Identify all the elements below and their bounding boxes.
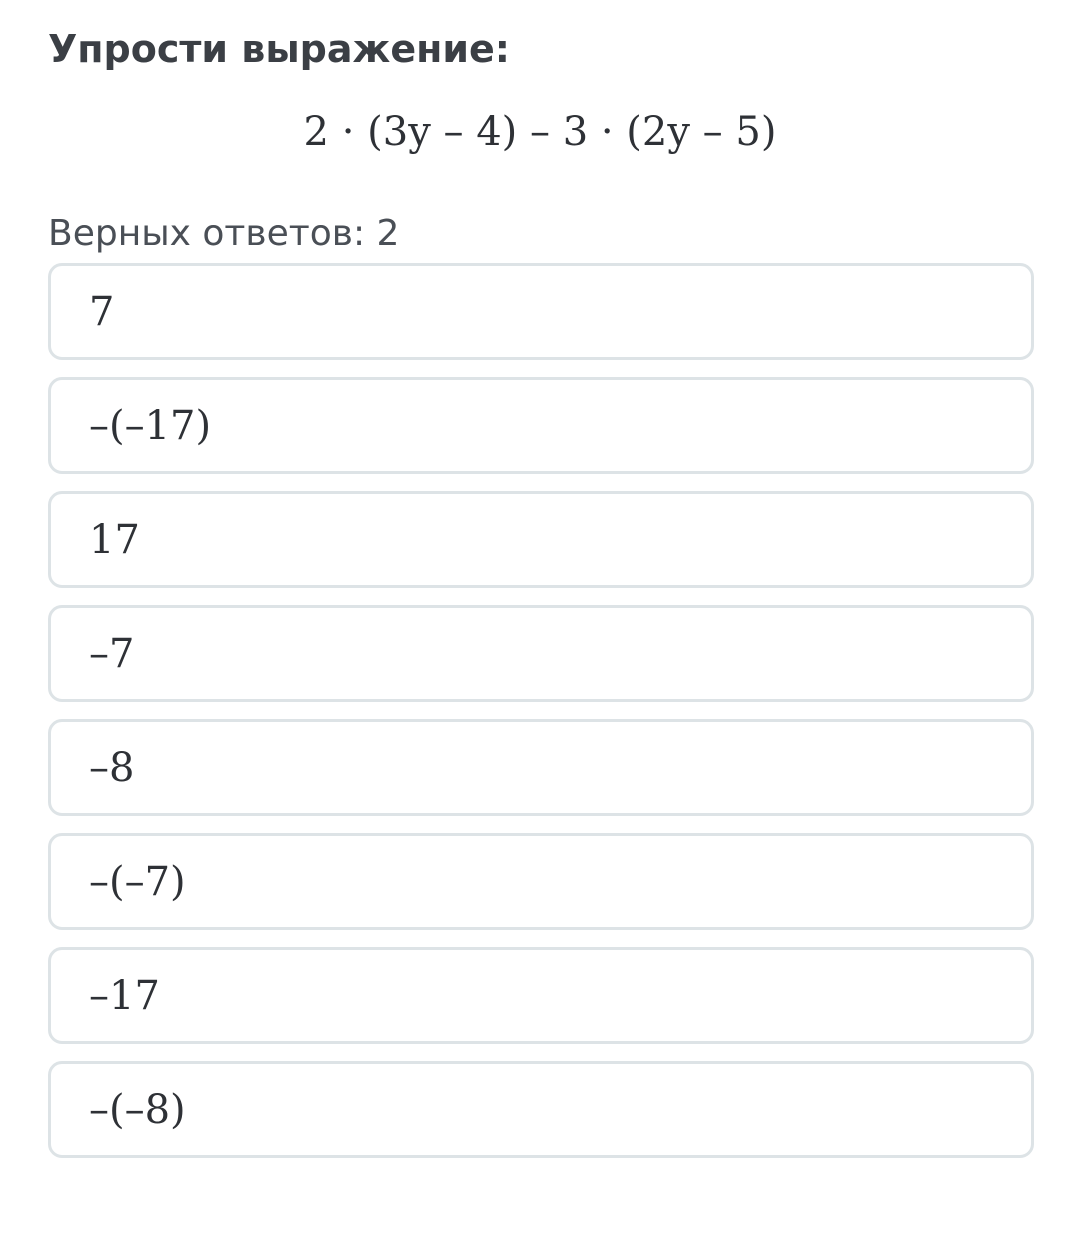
question-title: Упрости выражение: [48, 27, 510, 71]
answer-option-4[interactable] [48, 605, 1034, 702]
math-expression: 2 · (3y – 4) – 3 · (2y – 5) [303, 109, 777, 155]
answer-option-label: –7 [89, 630, 135, 677]
answer-option-5[interactable] [48, 719, 1034, 816]
answer-option-8[interactable] [48, 1061, 1034, 1158]
answer-option-label: –8 [89, 744, 135, 791]
answer-option-7[interactable] [48, 947, 1034, 1044]
answer-option-label: 17 [89, 516, 140, 563]
answer-option-label: –17 [89, 972, 160, 1019]
answer-option-label: –(–7) [89, 858, 186, 905]
answer-options-list [48, 263, 1034, 1175]
answer-option-3[interactable] [48, 491, 1034, 588]
answer-option-label: 7 [89, 288, 115, 335]
correct-answers-count: Верных ответов: 2 [48, 213, 400, 254]
answer-option-label: –(–17) [89, 402, 212, 449]
answer-option-6[interactable] [48, 833, 1034, 930]
answer-option-2[interactable] [48, 377, 1034, 474]
answer-option-1[interactable] [48, 263, 1034, 360]
answer-option-label: –(–8) [89, 1086, 186, 1133]
